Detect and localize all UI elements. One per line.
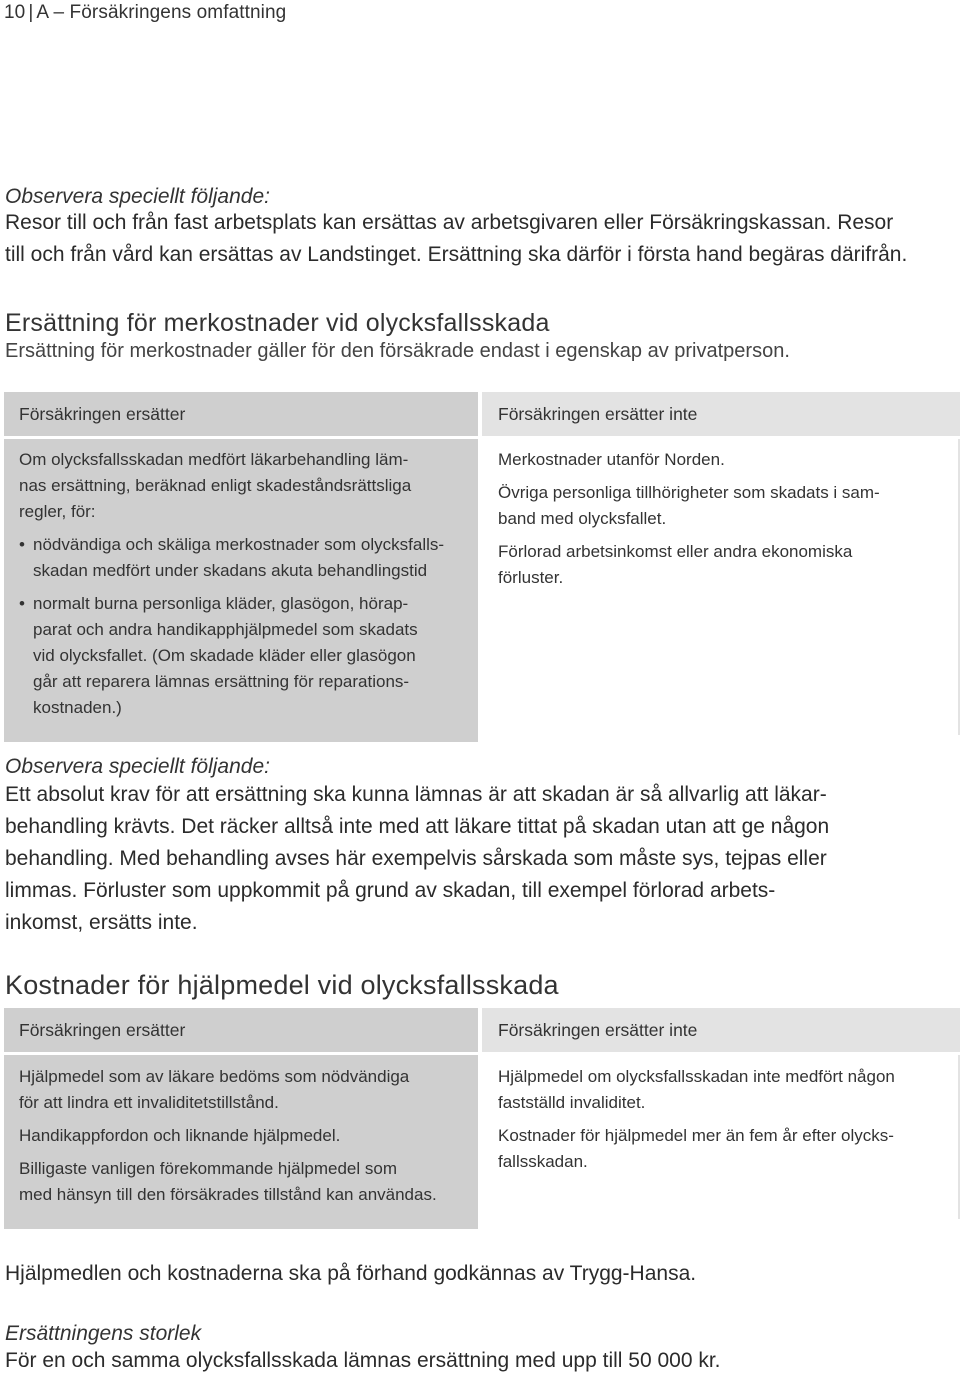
column-header: Försäkringen ersätter inte — [482, 1008, 960, 1052]
text-line: Merkostnader utanför Norden. — [498, 450, 725, 469]
list-item — [19, 1156, 463, 1208]
section-hjalpmedel — [5, 970, 950, 1001]
text-line: nödvändiga och skäliga merkostnader som olycksfalls- — [33, 535, 445, 554]
text-line: med hänsyn till den försäkrades tillstånd kan användas. — [19, 1185, 437, 1204]
text-line: Förlorad arbetsinkomst eller andra ekonomiska — [498, 542, 853, 561]
text-line: fallsskadan. — [498, 1152, 588, 1171]
note-line: inkomst, ersätts inte. — [5, 911, 198, 934]
section-title: A – Försäkringens omfattning — [36, 2, 287, 23]
note-line: behandling krävts. Det räcker alltså inte med att läkare tittat på skadan utan att ge någon — [5, 815, 830, 838]
note-text — [5, 779, 950, 939]
section-heading: Ersättning för merkostnader vid olycksfallsskada — [5, 309, 550, 337]
approval-text: Hjälpmedlen och kostnaderna ska på förhand godkännas av Trygg-Hansa. — [5, 1262, 697, 1285]
text-line: Hjälpmedel som av läkare bedöms som nödvändiga — [19, 1067, 410, 1086]
list-item — [19, 1123, 463, 1149]
header-separator: | — [28, 2, 34, 23]
list-item — [498, 480, 943, 532]
text-line: Kostnader för hjälpmedel mer än fem år efter olycks- — [498, 1126, 894, 1145]
text-line: för att lindra ett invaliditetstillstånd. — [19, 1093, 279, 1112]
page-number: 10 — [4, 2, 26, 23]
note-line: Resor till och från fast arbetsplats kan ersättas av arbetsgivaren eller Försäkringskassan. Resor — [5, 211, 894, 234]
section-subtitle: Ersättning för merkostnader gäller för den försäkrade endast i egenskap av privatperson. — [5, 340, 790, 362]
section-ersattningens-storlek — [5, 1322, 950, 1376]
bullet-item — [19, 591, 463, 721]
text-line: Om olycksfallsskadan medfört läkarbehandling läm- — [19, 450, 409, 469]
note-text — [5, 207, 950, 271]
section-merkostnader — [5, 309, 950, 363]
text-line: nas ersättning, beräknad enligt skadeståndsrättsliga — [19, 476, 412, 495]
note-block-requirements — [5, 755, 950, 939]
running-header — [4, 2, 286, 24]
bullet-icon: • — [19, 535, 25, 554]
text-line: Billigaste vanligen förekommande hjälpmedel som — [19, 1159, 397, 1178]
text-line: band med olycksfallet. — [498, 509, 667, 528]
list-item — [498, 1064, 943, 1116]
section-text: För en och samma olycksfallsskada lämnas ersättning med upp till 50 000 kr. — [5, 1349, 721, 1372]
not-covered-column — [482, 1008, 960, 1219]
text-line: Handikappfordon och liknande hjälpmedel. — [19, 1126, 341, 1145]
note-line: Ett absolut krav för att ersättning ska kunna lämnas är att skadan är så allvarlig att läkar- — [5, 783, 827, 806]
note-line: behandling. Med behandling avses här exempelvis sårskada som måste sys, tejpas eller — [5, 847, 827, 870]
list-item — [498, 447, 943, 473]
not-covered-body — [482, 1055, 960, 1219]
section-heading: Kostnader för hjälpmedel vid olycksfallsskada — [5, 970, 559, 1000]
bullet-icon: • — [19, 594, 25, 613]
bullet-text — [33, 591, 418, 721]
list-item — [19, 1064, 463, 1116]
text-line: Hjälpmedel om olycksfallsskadan inte medfört någon — [498, 1067, 895, 1086]
text-line: förluster. — [498, 568, 564, 587]
not-covered-body — [482, 439, 960, 735]
text-line: regler, för: — [19, 502, 96, 521]
column-header: Försäkringen ersätter — [4, 1008, 478, 1052]
text-line: fastställd invaliditet. — [498, 1093, 646, 1112]
note-block-travel — [5, 185, 950, 271]
section-heading: Ersättningens storlek — [5, 1322, 202, 1345]
text-line: normalt burna personliga kläder, glasögon, hörap- — [33, 594, 409, 613]
note-line: till och från vård kan ersättas av Landstinget. Ersättning ska därför i första hand begäras därifrån. — [5, 243, 908, 266]
text-line: Övriga personliga tillhörigheter som skadats i sam- — [498, 483, 880, 502]
list-item — [498, 1123, 943, 1175]
covered-body — [4, 1055, 478, 1229]
list-item — [498, 539, 943, 591]
intro-paragraph — [19, 447, 463, 525]
text-line: går att reparera lämnas ersättning för reparations- — [33, 672, 410, 691]
coverage-table-merkostnader — [4, 392, 960, 735]
coverage-table-hjalpmedel — [4, 1008, 960, 1219]
covered-body — [4, 439, 478, 742]
text-line: kostnaden.) — [33, 698, 122, 717]
text-line: vid olycksfallet. (Om skadade kläder eller glasögon — [33, 646, 416, 665]
column-header: Försäkringen ersätter — [4, 392, 478, 436]
bullet-item — [19, 532, 463, 584]
text-line: parat och andra handikapphjälpmedel som skadats — [33, 620, 418, 639]
note-label: Observera speciellt följande: — [5, 185, 270, 208]
not-covered-column — [482, 392, 960, 735]
note-label: Observera speciellt följande: — [5, 755, 270, 778]
text-line: skadan medfört under skadans akuta behandlingstid — [33, 561, 428, 580]
bullet-text — [33, 532, 444, 584]
column-header: Försäkringen ersätter inte — [482, 392, 960, 436]
note-line: limmas. Förluster som uppkommit på grund av skadan, till exempel förlorad arbets- — [5, 879, 776, 902]
covered-column — [4, 1008, 478, 1219]
covered-column — [4, 392, 478, 735]
